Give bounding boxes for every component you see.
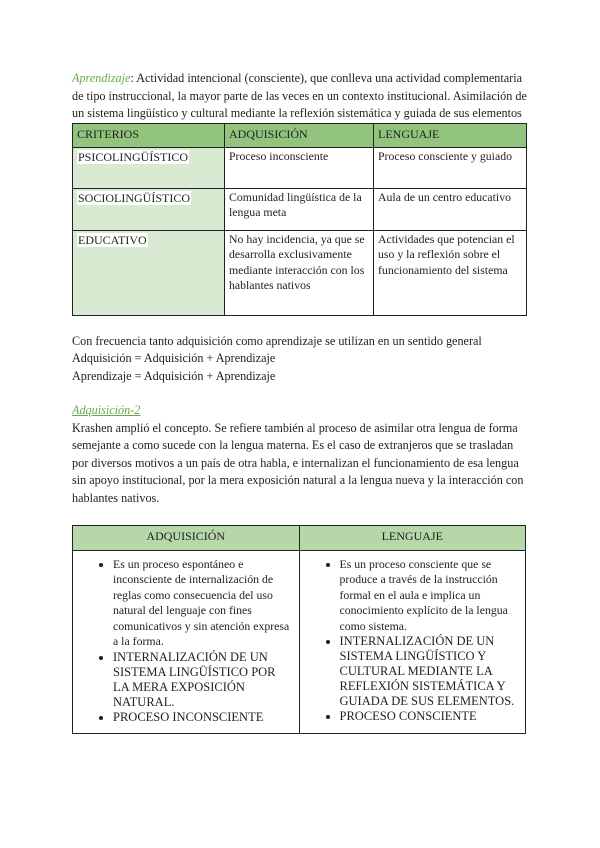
section-2-heading (72, 402, 530, 420)
intro-text: : Actividad intencional (consciente), que conlleva una actividad complementaria de tipo instruccional, la mayor parte de las veces en un contexto institucional. Asimilación de un sistema lingüístico y cultural mediante la reflexión sistemática y guiada de sus elementos (72, 71, 527, 120)
criterio-label: SOCIOLINGÜÍSTICO (78, 190, 190, 205)
adquisicion-list (79, 557, 293, 725)
criterio-label: PSICOLINGÜÍSTICO (78, 149, 189, 164)
lenguaje-list (306, 557, 520, 725)
header-lenguaje: LENGUAJE (374, 123, 527, 147)
row-criterio (73, 188, 225, 230)
row-adquisicion: Comunidad lingüística de la lengua meta (225, 188, 374, 230)
adquisicion-cell (73, 550, 300, 733)
row-lenguaje: Proceso consciente y guiado (374, 147, 527, 188)
note-line: Aprendizaje = Adquisición + Aprendizaje (72, 368, 276, 383)
note-line: Con frecuencia tanto adquisición como aprendizaje se utilizan en un sentido general (72, 333, 482, 348)
term-aprendizaje: Aprendizaje (72, 71, 131, 85)
header-adquisicion: ADQUISICIÓN (73, 526, 300, 551)
note-line: Adquisición = Adquisición + Aprendizaje (72, 351, 276, 365)
list-item: • INTERNALIZACIÓN DE UN SISTEMA LINGÜÍSTICO POR LA MERA EXPOSICIÓN NATURAL. (113, 650, 293, 710)
row-criterio (73, 147, 225, 188)
header-criterios: CRITERIOS (73, 123, 225, 147)
list-item: • Es un proceso espontáneo e inconsciente de internalización de reglas como consecuencia del uso natural del lenguaje con fines comunicativos y sin atención expresa a la forma. (113, 557, 293, 650)
table-header-row (73, 123, 527, 147)
row-lenguaje: Aula de un centro educativo (374, 188, 527, 230)
term-adquisicion-2: Adquisición-2 (72, 403, 141, 417)
list-item: • PROCESO CONSCIENTE (340, 709, 520, 724)
list-item: • Es un proceso consciente que se produce a través de la instrucción formal en el aula e implica un conocimiento explícito de la lengua como sistema. (340, 557, 520, 635)
document-page (72, 70, 530, 734)
table-row (73, 550, 526, 733)
criterio-label: EDUCATIVO (78, 232, 147, 247)
table-row (73, 188, 527, 230)
summary-table (72, 525, 526, 734)
list-item: • INTERNALIZACIÓN DE UN SISTEMA LINGÜÍSTICO Y CULTURAL MEDIANTE LA REFLEXIÓN SISTEMÁTICA Y GUIADA DE SUS ELEMENTOS. (340, 634, 520, 709)
intro-paragraph (72, 70, 530, 123)
lenguaje-cell (299, 550, 526, 733)
comparison-table (72, 123, 527, 316)
row-adquisicion: Proceso inconsciente (225, 147, 374, 188)
table-row (73, 147, 527, 188)
table-header-row (73, 526, 526, 551)
table-row (73, 230, 527, 315)
header-adquisicion: ADQUISICIÓN (225, 123, 374, 147)
row-criterio (73, 230, 225, 315)
section-2-paragraph: Krashen amplió el concepto. Se refiere también al proceso de asimilar otra lengua de forma semejante a como sucede con la lengua materna. Es el caso de extranjeros que se trasladan por diversos motivos a un país de otra habla, e internalizan el funcionamiento de esa lengua sin apoyo institucional, por la mera exposición natural a la lengua nueva y la interacción con hablantes nativos. (72, 420, 524, 505)
header-lenguaje: LENGUAJE (299, 526, 526, 551)
row-lenguaje: Actividades que potencian el uso y la reflexión sobre el funcionamiento del sistema (374, 230, 527, 315)
list-item: • PROCESO INCONSCIENTE (113, 710, 293, 725)
row-adquisicion: No hay incidencia, ya que se desarrolla exclusivamente mediante interacción con los hablantes nativos (225, 230, 374, 315)
